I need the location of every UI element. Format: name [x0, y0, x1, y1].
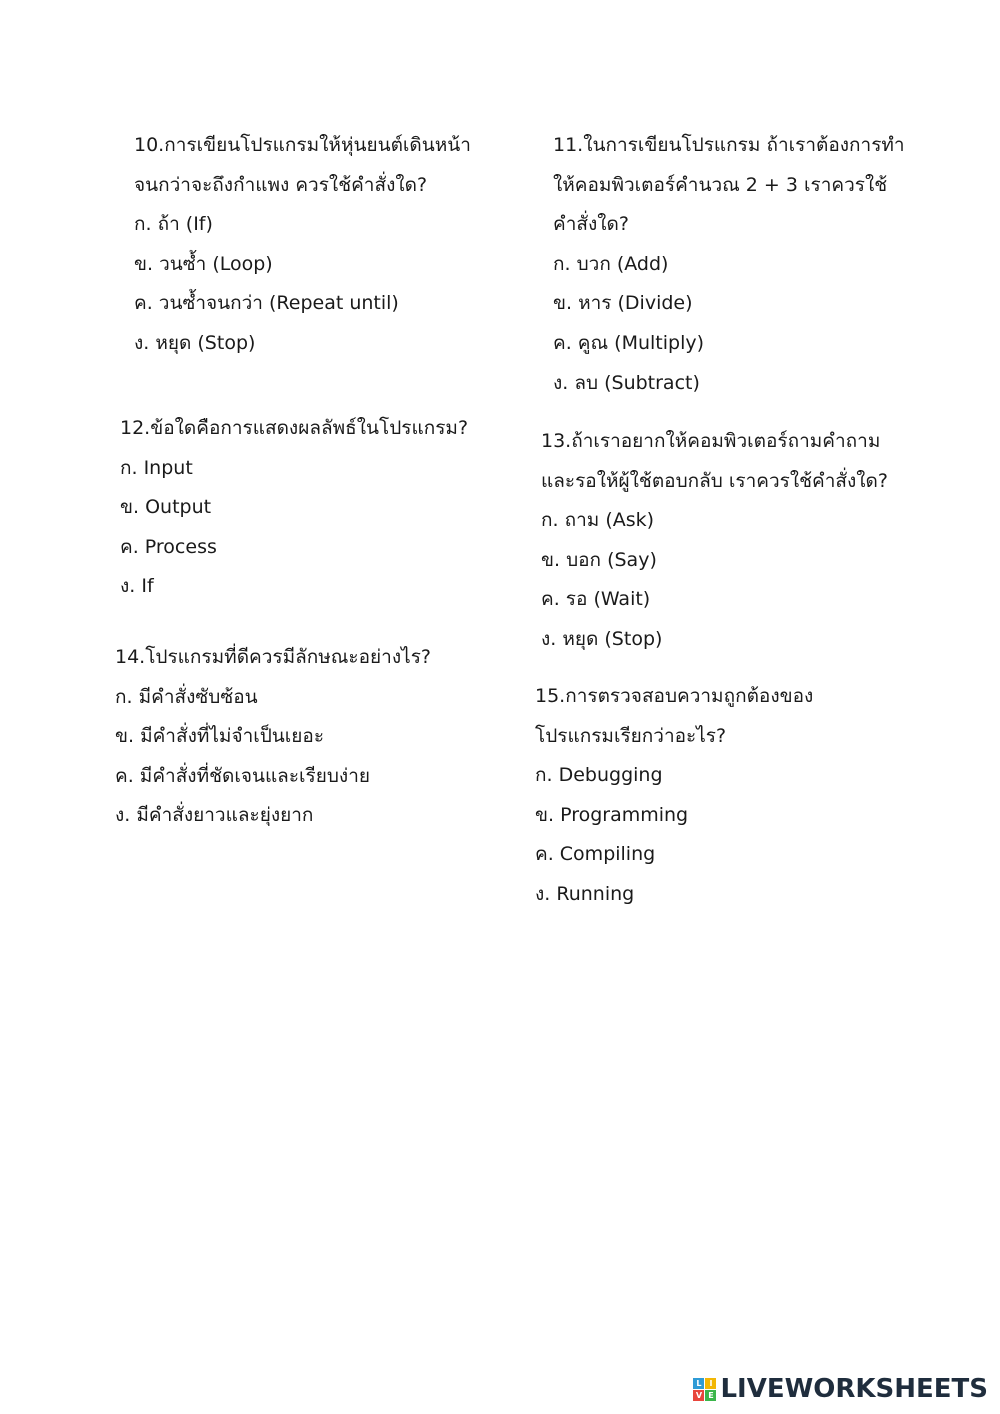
question-text-line: 11.ในการเขียนโปรแกรม ถ้าเราต้องการทำ	[553, 134, 905, 156]
liveworksheets-logo	[693, 1374, 988, 1404]
option-a[interactable]: ก. บวก (Add)	[553, 252, 669, 275]
logo-mark-cell: E	[705, 1390, 716, 1401]
option-d[interactable]: ง. ลบ (Subtract)	[553, 371, 700, 394]
option-d[interactable]: ง. Running	[535, 882, 635, 905]
question-text-line: 15.การตรวจสอบความถูกต้องของ	[535, 685, 814, 707]
option-a[interactable]: ก. Input	[120, 456, 193, 479]
option-d[interactable]: ง. If	[120, 575, 154, 598]
question-text-line: ให้คอมพิวเตอร์คำนวณ 2 + 3 เราควรใช้	[553, 173, 888, 196]
option-d[interactable]: ง. หยุด (Stop)	[541, 627, 663, 650]
option-b[interactable]: ข. วนซ้ำ (Loop)	[134, 252, 273, 275]
option-b[interactable]: ข. มีคำสั่งที่ไม่จำเป็นเยอะ	[115, 725, 325, 748]
logo-mark-cell: L	[693, 1378, 704, 1389]
question-15	[535, 677, 813, 915]
logo-text: LIVEWORKSHEETS	[720, 1374, 988, 1404]
option-c[interactable]: ค. วนซ้ำจนกว่า (Repeat until)	[134, 292, 399, 315]
logo-mark-icon	[693, 1378, 716, 1401]
option-b[interactable]: ข. Programming	[535, 803, 689, 826]
question-text-line: คำสั่งใด?	[553, 213, 629, 236]
option-c[interactable]: ค. Process	[120, 535, 217, 558]
question-text-line: 14.โปรแกรมที่ดีควรมีลักษณะอย่างไร?	[115, 646, 431, 668]
option-a[interactable]: ก. ถาม (Ask)	[541, 509, 655, 532]
option-c[interactable]: ค. คูณ (Multiply)	[553, 331, 705, 354]
question-11	[553, 126, 905, 403]
logo-mark-cell: I	[705, 1378, 716, 1389]
question-text-line: โปรแกรมเรียกว่าอะไร?	[535, 724, 727, 747]
question-13	[541, 422, 888, 660]
option-a[interactable]: ก. มีคำสั่งซับซ้อน	[115, 685, 258, 708]
question-14	[115, 638, 431, 836]
option-b[interactable]: ข. บอก (Say)	[541, 548, 657, 571]
option-c[interactable]: ค. Compiling	[535, 843, 656, 866]
option-c[interactable]: ค. รอ (Wait)	[541, 588, 651, 611]
option-a[interactable]: ก. Debugging	[535, 764, 663, 787]
option-b[interactable]: ข. Output	[120, 496, 212, 519]
option-d[interactable]: ง. มีคำสั่งยาวและยุ่งยาก	[115, 804, 314, 827]
option-d[interactable]: ง. หยุด (Stop)	[134, 331, 256, 354]
option-c[interactable]: ค. มีคำสั่งที่ชัดเจนและเรียบง่าย	[115, 764, 371, 787]
option-a[interactable]: ก. ถ้า (If)	[134, 213, 213, 236]
option-b[interactable]: ข. หาร (Divide)	[553, 292, 693, 315]
question-12	[120, 409, 468, 607]
logo-mark-cell: V	[693, 1390, 704, 1401]
question-text-line: จนกว่าจะถึงกำแพง ควรใช้คำสั่งใด?	[134, 173, 428, 196]
question-10	[134, 126, 471, 364]
question-text-line: 13.ถ้าเราอยากให้คอมพิวเตอร์ถามคำถาม	[541, 430, 881, 452]
question-text-line: 12.ข้อใดคือการแสดงผลลัพธ์ในโปรแกรม?	[120, 417, 469, 439]
question-text-line: 10.การเขียนโปรแกรมให้หุ่นยนต์เดินหน้า	[134, 134, 471, 156]
question-text-line: และรอให้ผู้ใช้ตอบกลับ เราควรใช้คำสั่งใด?	[541, 469, 888, 492]
